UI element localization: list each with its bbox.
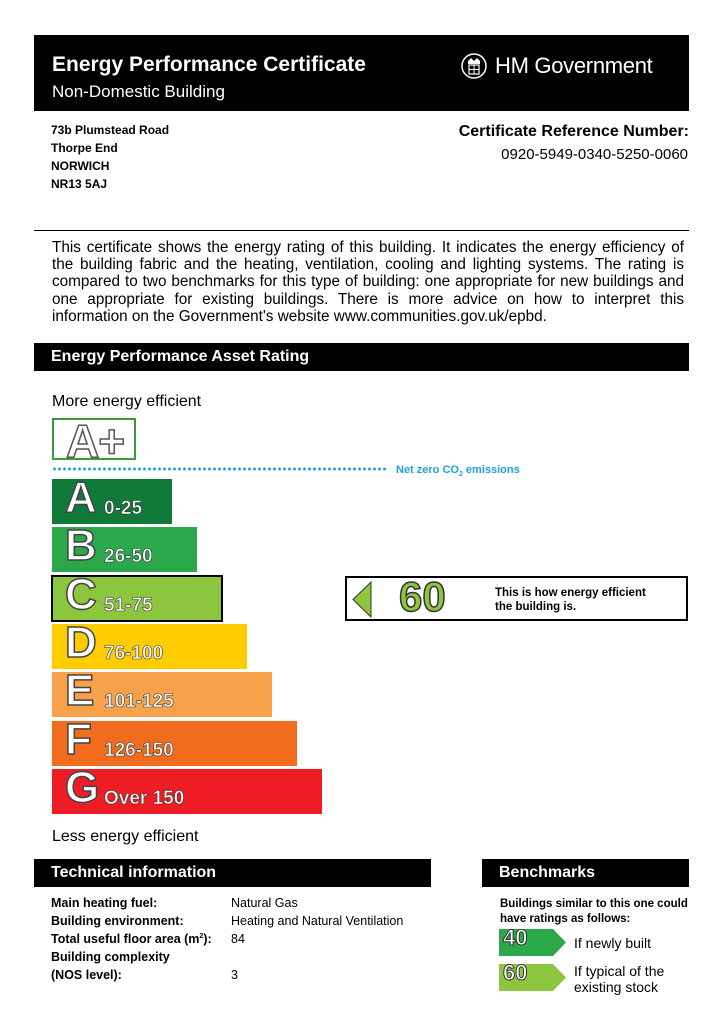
rating-band-letter: F (65, 715, 92, 764)
rating-band-e (52, 666, 272, 717)
rating-band-b (52, 521, 197, 572)
asset-rating-section-header (34, 343, 689, 371)
current-rating-value: 60 (399, 573, 446, 620)
rating-band-letter: E (65, 666, 95, 715)
net-zero-label: Net zero $CO_2$ emissions (396, 464, 520, 479)
tech-label-building-environment: Building environment: (51, 914, 184, 928)
certificate-reference-label: Certificate Reference Number: (458, 123, 689, 140)
aplus-band (52, 415, 136, 467)
benchmarks-section-header (482, 859, 689, 887)
benchmark-new-build-value: 40 (503, 925, 528, 950)
address-line-1: 73b Plumstead Road (51, 123, 170, 137)
technical-section-header (34, 859, 431, 887)
benchmarks-section-title: Benchmarks (499, 864, 596, 881)
certificate-reference-number: 0920-5949-0340-5250-0060 (501, 146, 688, 163)
rating-band-f (52, 715, 297, 766)
address-postcode: NR13 5AJ (51, 177, 108, 191)
tech-value-floor-area: 84 (231, 932, 245, 946)
current-rating-indicator (345, 573, 688, 621)
rating-band-range: 26-50 (104, 546, 153, 567)
aplus-label: A+ (66, 415, 125, 467)
rating-band-a (52, 473, 172, 524)
intro-paragraph: This certificate shows the energy rating of this building. It indicates the energy efficiency of the building fabric and the heating, ventilation, cooling and lighting systems. The rating is compared to two benchmarks for this type of building: one appropriate for new buildings and one appropriate for existing buildings. There is more advice on how to interpret this information on the Government's website www.communities.gov.uk/epbd. (52, 239, 684, 325)
tech-value-building-environment: Heating and Natural Ventilation (231, 914, 404, 928)
asset-rating-section-title: Energy Performance Asset Rating (51, 348, 310, 365)
rating-band-g (52, 763, 322, 814)
tech-label-building-complexity: Building complexity (51, 950, 170, 964)
less-efficient-label: Less energy efficient (52, 828, 199, 845)
more-efficient-label: More energy efficient (52, 393, 202, 410)
benchmark-existing-stock-label: If typical of the existing stock (574, 963, 665, 995)
royal-crest-icon (459, 51, 489, 81)
rating-band-range: 51-75 (104, 595, 153, 616)
rating-band-d (52, 618, 247, 669)
tech-label-nos-level: (NOS level): (51, 968, 122, 982)
rating-band-range: Over 150 (104, 788, 185, 809)
rating-band-letter: D (65, 618, 97, 667)
rating-band-c (52, 570, 222, 621)
hm-government-logo (459, 51, 669, 81)
divider (34, 230, 689, 231)
rating-band-range: 101-125 (104, 691, 174, 712)
benchmark-new-build-label: If newly built (574, 935, 652, 951)
certificate-subtitle: Non-Domestic Building (52, 82, 225, 101)
rating-band-range: 126-150 (104, 740, 174, 761)
benchmarks-intro: Buildings similar to this one could have ratings as follows: (500, 898, 688, 925)
rating-band-letter: C (65, 570, 97, 619)
address-line-3: NORWICH (51, 159, 110, 173)
tech-label-heating-fuel: Main heating fuel: (51, 896, 158, 910)
tech-label-floor-area: Total useful floor area $(m^2)$: (51, 932, 212, 946)
rating-band-range: 76-100 (104, 643, 164, 664)
rating-arrow-icon (351, 581, 395, 618)
current-rating-text: This is how energy efficient the building is. (495, 587, 646, 613)
benchmark-existing-stock-value: 60 (503, 960, 528, 985)
rating-band-letter: B (65, 521, 97, 570)
rating-band-letter: A (65, 473, 97, 522)
tech-value-nos-level: 3 (231, 968, 238, 982)
certificate-title: Energy Performance Certificate (52, 53, 366, 76)
certificate-header (34, 35, 689, 111)
address-line-2: Thorpe End (51, 141, 118, 155)
technical-section-title: Technical information (51, 864, 217, 881)
rating-band-letter: G (65, 763, 100, 812)
rating-band-range: 0-25 (104, 498, 143, 519)
tech-value-heating-fuel: Natural Gas (231, 896, 298, 910)
hm-government-text: HM Government (495, 53, 653, 78)
net-zero-dotted-line (52, 467, 388, 471)
